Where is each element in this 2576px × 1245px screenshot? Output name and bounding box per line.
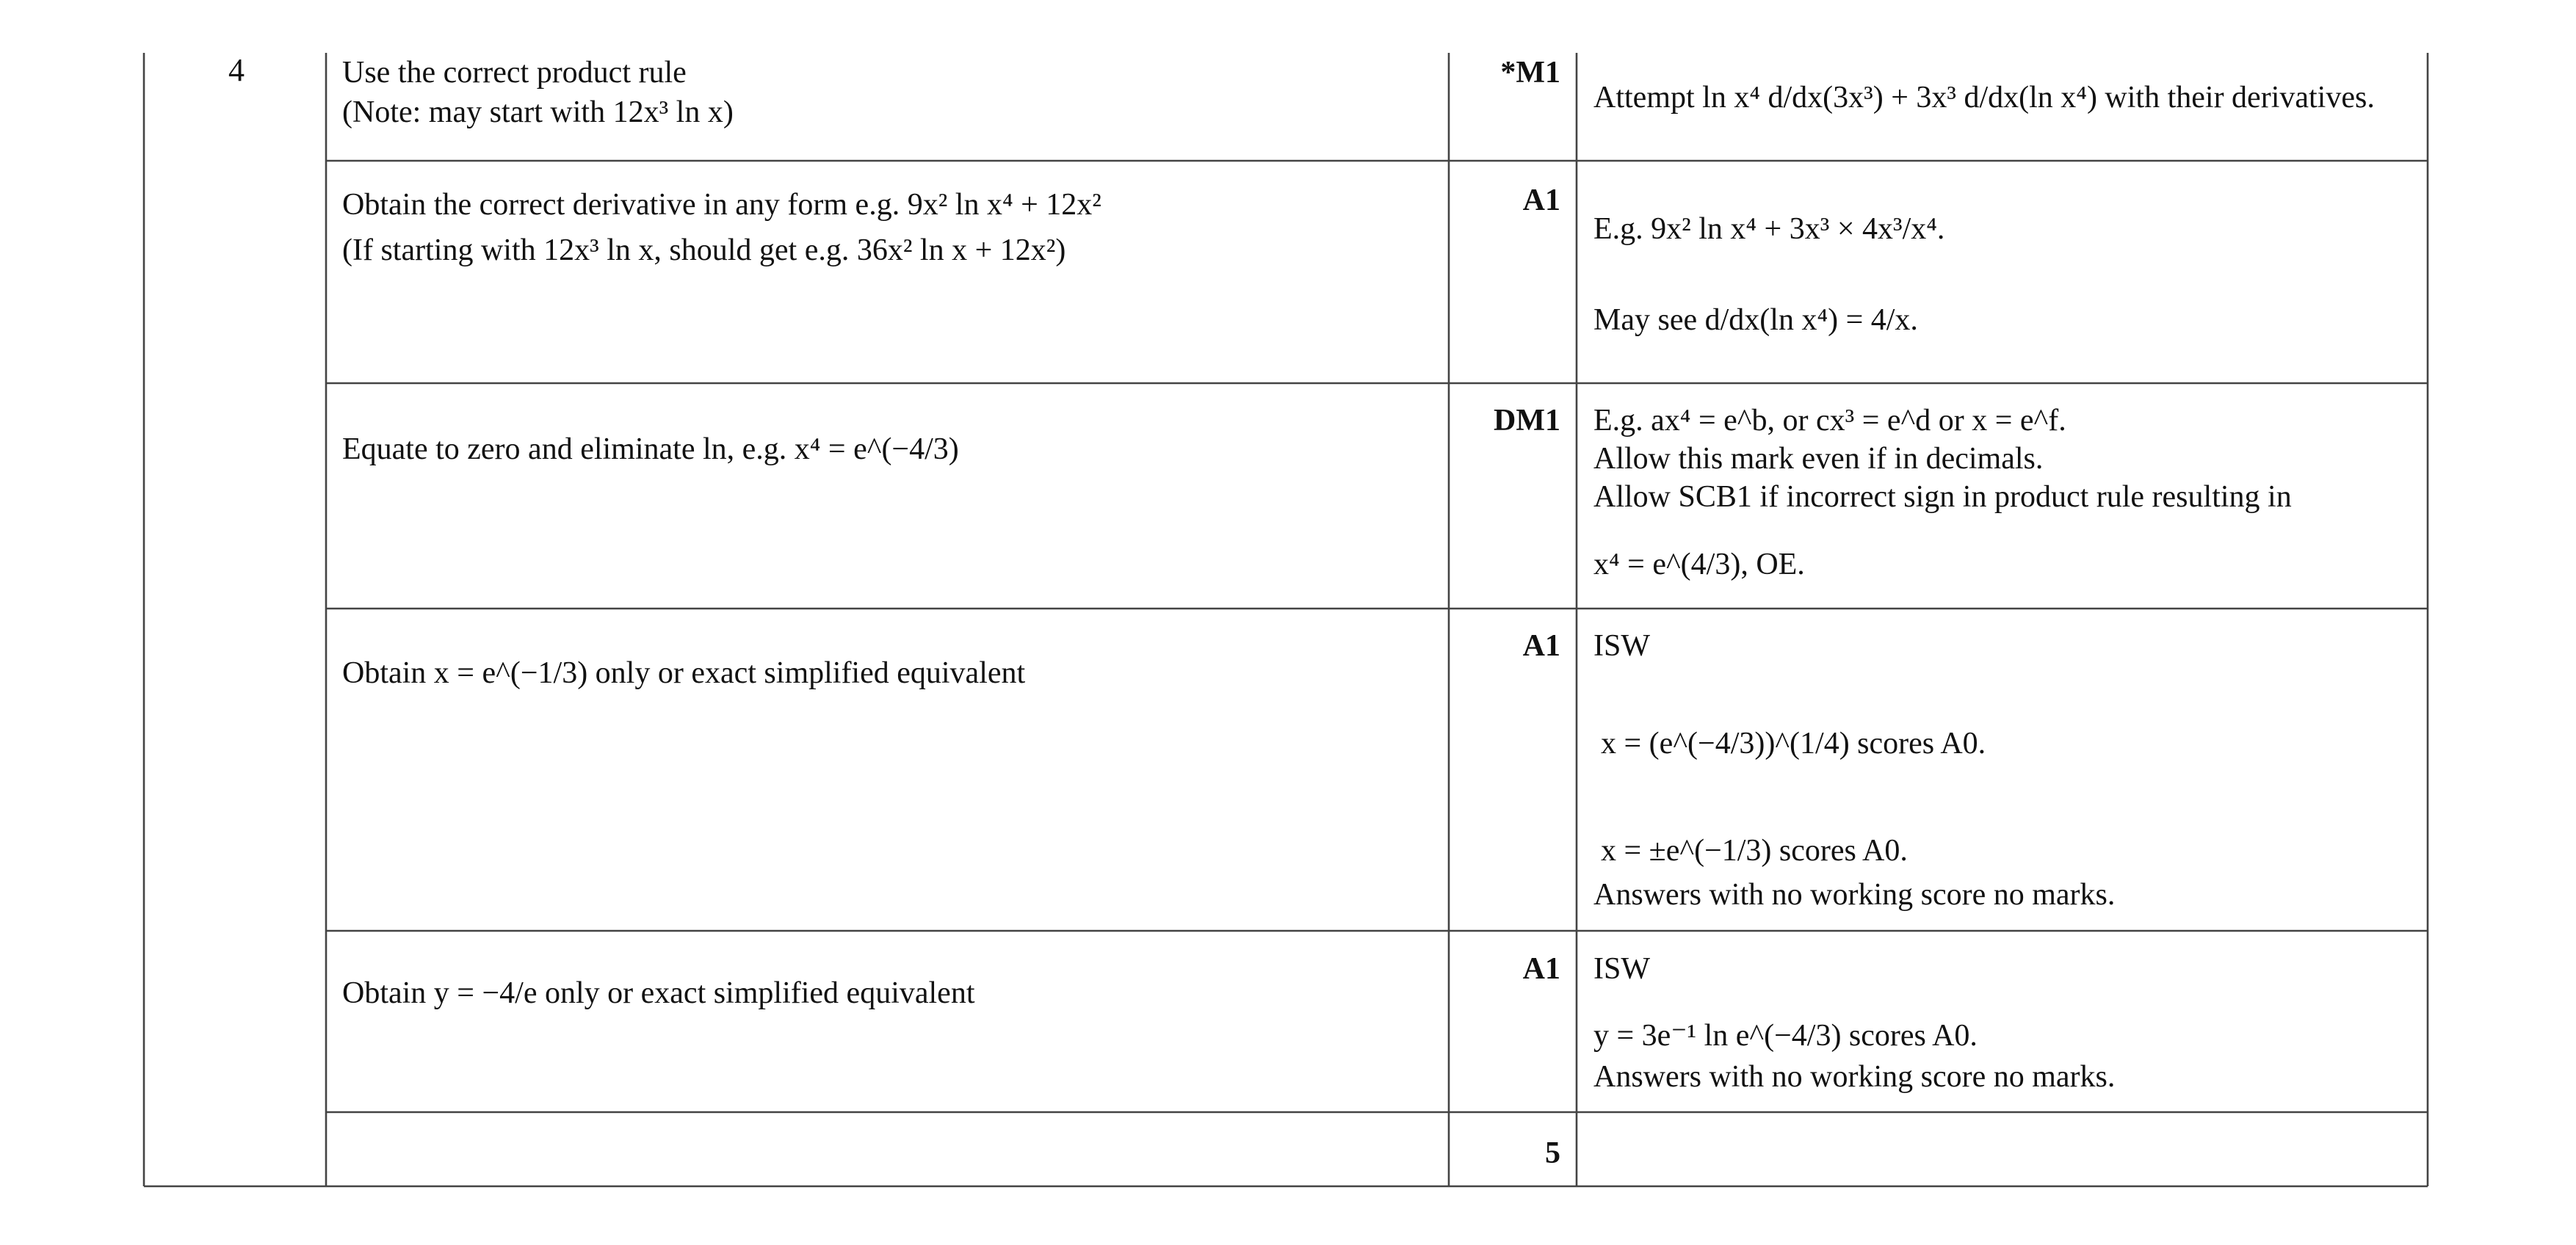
row-4-guidance-line-3: x = ±e^(−1/3) scores A0. [1601, 834, 1908, 868]
row-2-mark: A1 [1522, 184, 1560, 217]
row-1-mark: *M1 [1500, 56, 1560, 90]
row-2-answer-line-2: (If starting with 12x³ ln x, should get e.g. 36x² ln x + 12x²) [342, 233, 1066, 267]
row-4-guidance-line-1: ISW [1593, 629, 1650, 663]
row-5-mark: A1 [1522, 952, 1560, 986]
total-marks: 5 [1545, 1136, 1560, 1170]
row-1-guidance: Attempt ln x⁴ d/dx(3x³) + 3x³ d/dx(ln x⁴) with their derivatives. [1593, 81, 2375, 115]
row-4-guidance-line-4: Answers with no working score no marks. [1593, 878, 2116, 912]
row-2-answer-line-1: Obtain the correct derivative in any form e.g. 9x² ln x⁴ + 12x² [342, 188, 1101, 222]
row-4-answer: Obtain x = e^(−1/3) only or exact simplified equivalent [342, 656, 1026, 690]
row-3 [342, 404, 2292, 581]
row-1-answer-line-2: (Note: may start with 12x³ ln x) [342, 95, 734, 129]
row-3-guidance-line-1: E.g. ax⁴ = e^b, or cx³ = e^d or x = e^f. [1593, 404, 2066, 438]
row-3-guidance-line-3: Allow SCB1 if incorrect sign in product rule resulting in [1593, 480, 2292, 514]
row-2-guidance-line-2: May see d/dx(ln x⁴) = 4/x. [1593, 303, 1918, 337]
row-1-answer-line-1: Use the correct product rule [342, 56, 687, 90]
question-number: 4 [228, 52, 245, 88]
row-2 [342, 184, 1944, 337]
row-2-guidance-line-1: E.g. 9x² ln x⁴ + 3x³ × 4x³/x⁴. [1593, 212, 1945, 246]
row-5-guidance-line-3: Answers with no working score no marks. [1593, 1060, 2116, 1094]
row-4-guidance-line-2: x = (e^(−4/3))^(1/4) scores A0. [1601, 727, 1986, 761]
row-3-guidance-line-4: x⁴ = e^(4/3), OE. [1593, 548, 1805, 581]
row-3-guidance-line-2: Allow this mark even if in decimals. [1593, 442, 2044, 476]
row-5-guidance-line-1: ISW [1593, 952, 1650, 986]
row-3-mark: DM1 [1494, 404, 1560, 438]
row-3-answer: Equate to zero and eliminate ln, e.g. x⁴ = e^(−4/3) [342, 432, 959, 466]
row-5-answer: Obtain y = −4/e only or exact simplified equivalent [342, 976, 975, 1010]
row-1 [342, 56, 2375, 129]
row-4-mark: A1 [1522, 629, 1560, 663]
row-5 [342, 952, 2115, 1094]
table-grid [144, 53, 2428, 1186]
row-4 [342, 629, 2115, 912]
row-5-guidance-line-2: y = 3e⁻¹ ln e^(−4/3) scores A0. [1593, 1019, 1978, 1053]
